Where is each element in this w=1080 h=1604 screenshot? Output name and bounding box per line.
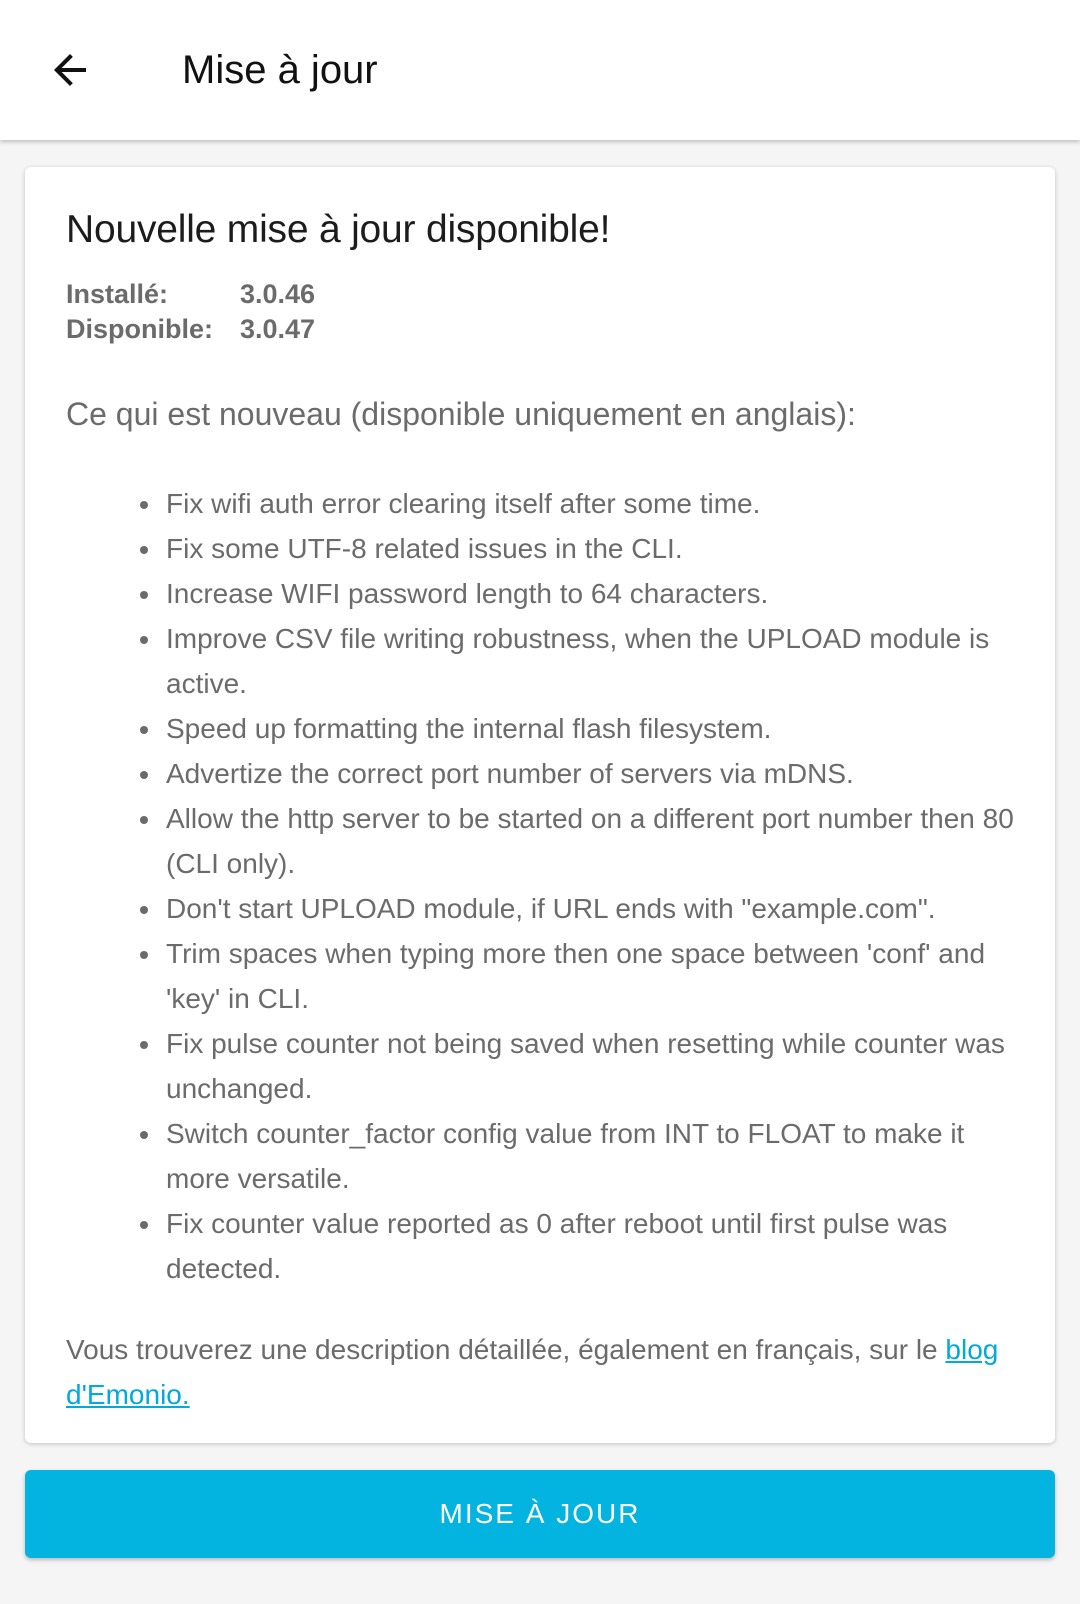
list-item: Increase WIFI password length to 64 characters.: [166, 571, 1015, 616]
update-button[interactable]: MISE À JOUR: [25, 1470, 1055, 1558]
installed-label: Installé:: [66, 279, 169, 309]
available-version: 3.0.47: [240, 314, 316, 344]
list-item: Fix counter value reported as 0 after reboot until first pulse was detected.: [166, 1201, 1015, 1291]
whats-new-heading: Ce qui est nouveau (disponible uniquement en anglais):: [66, 396, 856, 432]
footer-text: Vous trouverez une description détaillée, également en français, sur le: [66, 1334, 946, 1365]
blog-link[interactable]: blog d'Emonio.: [66, 1334, 999, 1410]
list-item: Fix some UTF-8 related issues in the CLI.: [166, 526, 1015, 571]
installed-version: 3.0.46: [240, 279, 316, 309]
list-item: Speed up formatting the internal flash filesystem.: [166, 706, 1015, 751]
arrow-left-icon: [46, 46, 94, 94]
list-item: Advertize the correct port number of servers via mDNS.: [166, 751, 1015, 796]
list-item: Fix pulse counter not being saved when resetting while counter was unchanged.: [166, 1021, 1015, 1111]
list-item: Trim spaces when typing more then one space between 'conf' and 'key' in CLI.: [166, 931, 1015, 1021]
page-title: Mise à jour: [182, 48, 378, 92]
list-item: Fix wifi auth error clearing itself after some time.: [166, 481, 1015, 526]
back-button[interactable]: [28, 28, 112, 112]
changelog-list: [66, 481, 1015, 1291]
available-label: Disponible:: [66, 314, 213, 344]
card-title: Nouvelle mise à jour disponible!: [66, 208, 611, 251]
list-item: Switch counter_factor config value from INT to FLOAT to make it more versatile.: [166, 1111, 1015, 1201]
footer-description: [66, 1327, 1015, 1417]
app-bar: [0, 0, 1080, 140]
version-info: [66, 277, 1015, 347]
list-item: Improve CSV file writing robustness, when the UPLOAD module is active.: [166, 616, 1015, 706]
list-item: Allow the http server to be started on a different port number then 80 (CLI only).: [166, 796, 1015, 886]
update-card: [25, 167, 1055, 1443]
list-item: Don't start UPLOAD module, if URL ends with "example.com".: [166, 886, 1015, 931]
